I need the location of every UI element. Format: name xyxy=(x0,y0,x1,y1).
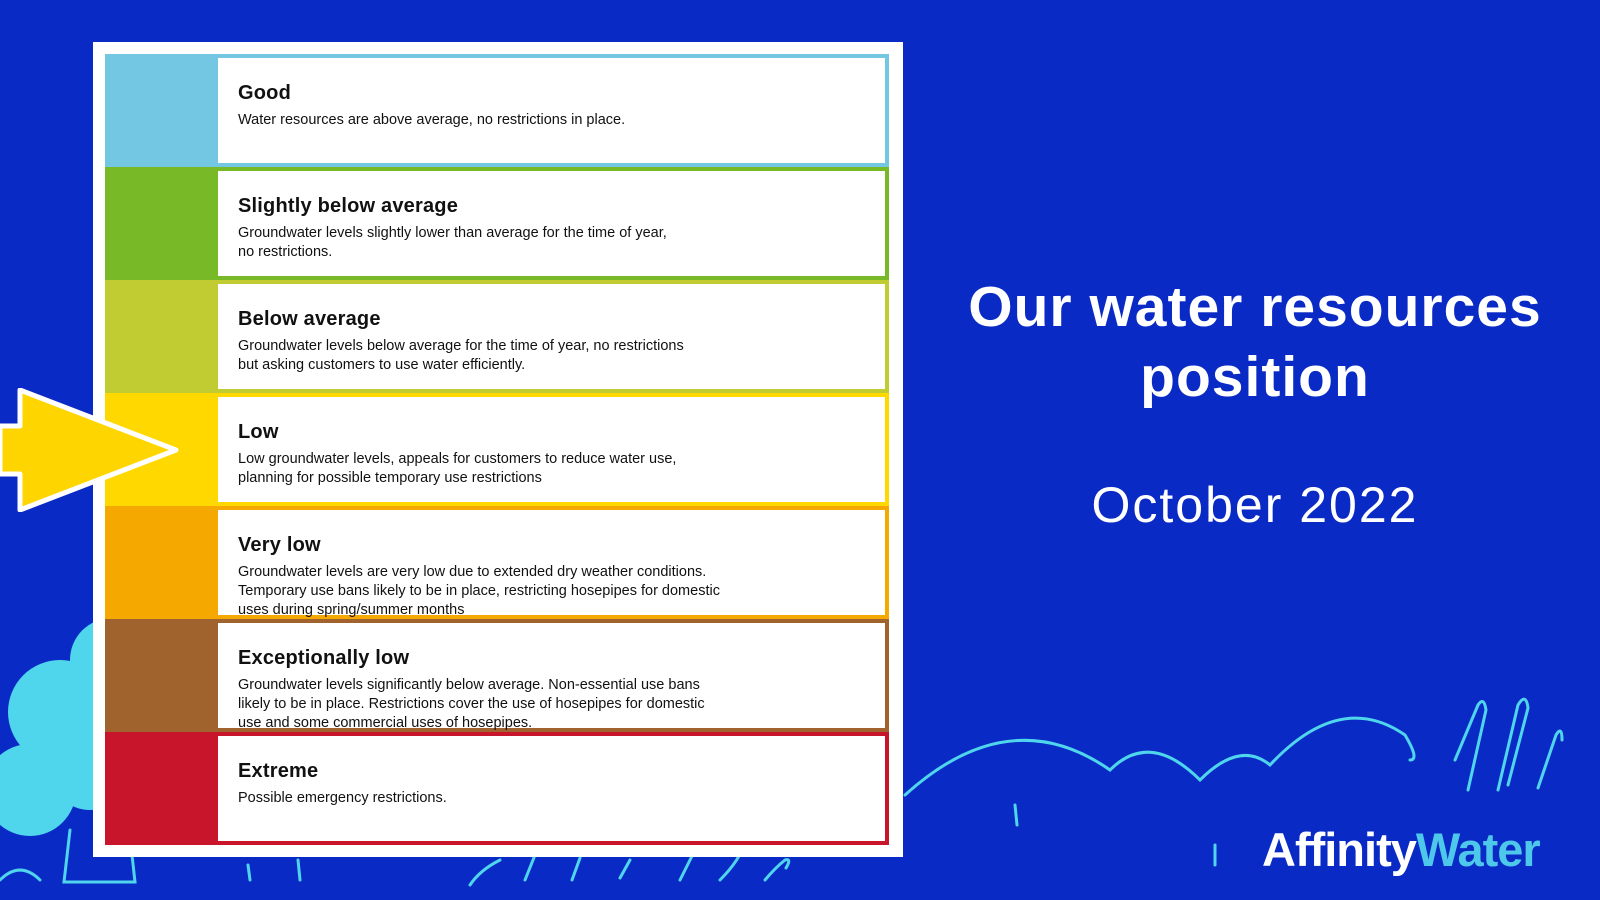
level-color-swatch xyxy=(105,506,214,619)
level-card xyxy=(214,280,889,393)
level-title: Extreme xyxy=(238,760,319,782)
level-color-swatch xyxy=(105,280,214,393)
water-resources-scale-panel xyxy=(93,42,903,857)
level-card xyxy=(214,54,889,167)
level-title: Exceptionally low xyxy=(238,647,410,669)
logo-text-water: Water xyxy=(1415,823,1540,876)
level-color-swatch xyxy=(105,732,214,845)
scale-row-exceptionally-low xyxy=(105,619,889,732)
level-title: Below average xyxy=(238,308,381,330)
scale-row-extreme xyxy=(105,732,889,845)
scale-row-low xyxy=(105,393,889,506)
level-color-swatch xyxy=(105,167,214,280)
level-description: Groundwater levels are very low due to extended dry weather conditions. Temporary use bans likely to be in place, restricting hosepipes for domestic uses during spring/summer months xyxy=(238,564,720,618)
level-card xyxy=(214,167,889,280)
level-description: Groundwater levels significantly below average. Non-essential use bans likely to be in place. Restrictions cover the use of hosepipes for domestic use and some commercial uses of hosepipes. xyxy=(238,677,705,731)
level-description: Low groundwater levels, appeals for customers to reduce water use, planning for possible temporary use restrictions xyxy=(238,451,677,486)
level-card xyxy=(214,506,889,619)
scale-list xyxy=(105,54,889,845)
level-title: Low xyxy=(238,421,279,443)
scale-row-very-low xyxy=(105,506,889,619)
level-description: Groundwater levels below average for the time of year, no restrictions but asking customers to use water efficiently. xyxy=(238,338,684,373)
scale-row-good xyxy=(105,54,889,167)
scale-row-slightly-below-average xyxy=(105,167,889,280)
level-title: Good xyxy=(238,82,292,104)
level-card xyxy=(214,619,889,732)
level-description: Possible emergency restrictions. xyxy=(238,790,447,806)
scale-row-below-average xyxy=(105,280,889,393)
level-title: Slightly below average xyxy=(238,195,459,217)
level-title: Very low xyxy=(238,534,321,556)
level-description: Water resources are above average, no restrictions in place. xyxy=(238,112,626,128)
logo-text-affinity: Affinity xyxy=(1262,823,1416,876)
slide-date: October 2022 xyxy=(1091,477,1419,533)
level-card xyxy=(214,732,889,845)
level-card xyxy=(214,393,889,506)
level-color-swatch xyxy=(105,619,214,732)
current-level-arrow-icon xyxy=(0,388,180,512)
level-description: Groundwater levels slightly lower than average for the time of year, no restrictions. xyxy=(238,225,667,260)
affinity-water-logo xyxy=(1262,822,1540,877)
slide-heading: Our water resources position xyxy=(968,275,1542,409)
level-color-swatch xyxy=(105,54,214,167)
